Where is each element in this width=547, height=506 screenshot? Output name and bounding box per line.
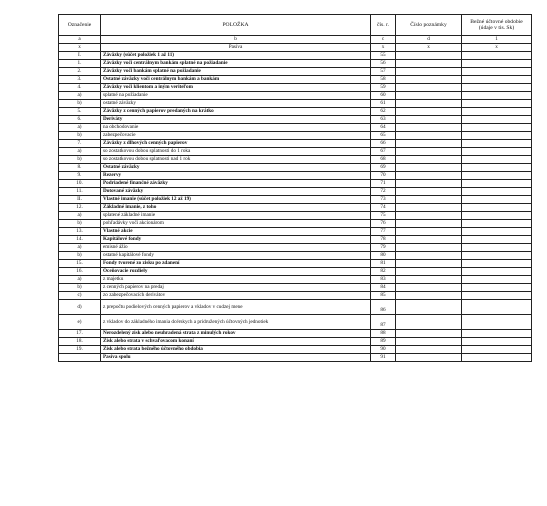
row-oznacenie: a) bbox=[59, 244, 101, 252]
row-cis-r: 66 bbox=[371, 140, 396, 148]
row-oznacenie: a) bbox=[59, 212, 101, 220]
row-cis-r: 67 bbox=[371, 148, 396, 156]
table-row bbox=[59, 180, 532, 188]
table-row bbox=[59, 196, 532, 204]
row-cis-r: 56 bbox=[371, 60, 396, 68]
table-row bbox=[59, 188, 532, 196]
row-cislo-poznamky bbox=[396, 292, 462, 300]
row-value bbox=[462, 354, 532, 362]
row-polozka: Základné imanie, z toho bbox=[101, 204, 371, 212]
letter-c: c bbox=[371, 36, 396, 44]
row-polozka: Záväzky z dlhových cenných papierov bbox=[101, 140, 371, 148]
row-polozka: Záväzky voči centrálnym bankám splatné na požiadanie bbox=[101, 60, 371, 68]
row-cis-r: 65 bbox=[371, 132, 396, 140]
row-value bbox=[462, 108, 532, 116]
row-value bbox=[462, 228, 532, 236]
row-value bbox=[462, 260, 532, 268]
row-cislo-poznamky bbox=[396, 220, 462, 228]
row-cis-r: 63 bbox=[371, 116, 396, 124]
row-cislo-poznamky bbox=[396, 276, 462, 284]
row-cislo-poznamky bbox=[396, 140, 462, 148]
row-polozka: z vkladov do základného imania dcérskych a pridružených účtovných jednotiek bbox=[101, 315, 371, 330]
row-value bbox=[462, 124, 532, 132]
table-row bbox=[59, 338, 532, 346]
row-oznacenie: a) bbox=[59, 148, 101, 156]
row-cis-r: 88 bbox=[371, 330, 396, 338]
row-oznacenie: b) bbox=[59, 220, 101, 228]
row-cis-r: 82 bbox=[371, 268, 396, 276]
row-oznacenie: 1. bbox=[59, 60, 101, 68]
table-row bbox=[59, 236, 532, 244]
row-cis-r: 78 bbox=[371, 236, 396, 244]
row-oznacenie: a) bbox=[59, 92, 101, 100]
table-row bbox=[59, 268, 532, 276]
row-polozka: na obchodovanie bbox=[101, 124, 371, 132]
letter-b: b bbox=[101, 36, 371, 44]
row-value bbox=[462, 236, 532, 244]
section-oznacenie: x bbox=[59, 44, 101, 52]
row-value bbox=[462, 204, 532, 212]
header-cislo-poznamky: Číslo poznámky bbox=[396, 15, 462, 36]
row-value bbox=[462, 52, 532, 60]
row-cis-r: 70 bbox=[371, 172, 396, 180]
table-row bbox=[59, 330, 532, 338]
table-row bbox=[59, 164, 532, 172]
row-oznacenie: 12. bbox=[59, 204, 101, 212]
row-cislo-poznamky bbox=[396, 68, 462, 76]
row-polozka: ostatné záväzky bbox=[101, 100, 371, 108]
row-polozka: splatené základné imanie bbox=[101, 212, 371, 220]
row-value bbox=[462, 68, 532, 76]
row-polozka: so zostatkovou dobou splatnosti nad 1 rok bbox=[101, 156, 371, 164]
row-oznacenie: 11. bbox=[59, 188, 101, 196]
row-cislo-poznamky bbox=[396, 60, 462, 68]
row-polozka: z prepočtu podielových cenných papierov a vkladov v cudzej mene bbox=[101, 300, 371, 315]
row-oznacenie: 15. bbox=[59, 260, 101, 268]
row-value bbox=[462, 220, 532, 228]
header-polozka: POLOŽKA bbox=[101, 15, 371, 36]
row-oznacenie: 18. bbox=[59, 338, 101, 346]
row-cislo-poznamky bbox=[396, 124, 462, 132]
row-cis-r: 64 bbox=[371, 124, 396, 132]
table-body bbox=[59, 52, 532, 362]
row-cis-r: 77 bbox=[371, 228, 396, 236]
row-oznacenie bbox=[59, 354, 101, 362]
row-oznacenie: I. bbox=[59, 52, 101, 60]
table-row bbox=[59, 244, 532, 252]
row-oznacenie: 10. bbox=[59, 180, 101, 188]
row-polozka: Pasíva spolu bbox=[101, 354, 371, 362]
table-row bbox=[59, 204, 532, 212]
section-title: Pasíva bbox=[101, 44, 371, 52]
letters-row bbox=[59, 36, 532, 44]
row-cislo-poznamky bbox=[396, 108, 462, 116]
row-polozka: Rezervy bbox=[101, 172, 371, 180]
row-cis-r: 80 bbox=[371, 252, 396, 260]
row-cis-r: 62 bbox=[371, 108, 396, 116]
table-row bbox=[59, 116, 532, 124]
table-row bbox=[59, 252, 532, 260]
row-polozka: Záväzky voči klientom a iným veriteľom bbox=[101, 84, 371, 92]
row-oznacenie: b) bbox=[59, 252, 101, 260]
row-cis-r: 90 bbox=[371, 346, 396, 354]
row-cislo-poznamky bbox=[396, 300, 462, 315]
row-polozka: Oceňovacie rozdiely bbox=[101, 268, 371, 276]
table-row bbox=[59, 228, 532, 236]
row-value bbox=[462, 180, 532, 188]
row-value bbox=[462, 300, 532, 315]
row-value bbox=[462, 76, 532, 84]
row-value bbox=[462, 156, 532, 164]
row-oznacenie: c) bbox=[59, 292, 101, 300]
table-row bbox=[59, 354, 532, 362]
row-polozka: Ostatné záväzky bbox=[101, 164, 371, 172]
row-cislo-poznamky bbox=[396, 204, 462, 212]
row-oznacenie: 19. bbox=[59, 346, 101, 354]
row-polozka: emisné ážio bbox=[101, 244, 371, 252]
row-oznacenie: II. bbox=[59, 196, 101, 204]
letter-1: 1 bbox=[462, 36, 532, 44]
row-cis-r: 72 bbox=[371, 188, 396, 196]
row-oznacenie: 2. bbox=[59, 68, 101, 76]
table-row bbox=[59, 260, 532, 268]
table-row bbox=[59, 276, 532, 284]
header-row bbox=[59, 15, 532, 36]
row-oznacenie: d) bbox=[59, 300, 101, 315]
row-cis-r: 83 bbox=[371, 276, 396, 284]
table-row bbox=[59, 140, 532, 148]
row-value bbox=[462, 268, 532, 276]
row-cislo-poznamky bbox=[396, 52, 462, 60]
row-cislo-poznamky bbox=[396, 268, 462, 276]
row-polozka: z cenných papierov na predaj bbox=[101, 284, 371, 292]
row-cislo-poznamky bbox=[396, 84, 462, 92]
row-oznacenie: 17. bbox=[59, 330, 101, 338]
section-cis: x bbox=[371, 44, 396, 52]
letter-a: a bbox=[59, 36, 101, 44]
row-oznacenie: b) bbox=[59, 284, 101, 292]
row-polozka: Fondy tvorené zo zisku po zdanení bbox=[101, 260, 371, 268]
row-value bbox=[462, 346, 532, 354]
row-cis-r: 68 bbox=[371, 156, 396, 164]
row-cis-r: 74 bbox=[371, 204, 396, 212]
row-cis-r: 71 bbox=[371, 180, 396, 188]
row-cis-r: 85 bbox=[371, 292, 396, 300]
row-oznacenie: b) bbox=[59, 156, 101, 164]
table-row bbox=[59, 172, 532, 180]
row-cis-r: 79 bbox=[371, 244, 396, 252]
row-oznacenie: 6. bbox=[59, 116, 101, 124]
row-cislo-poznamky bbox=[396, 180, 462, 188]
row-cis-r: 55 bbox=[371, 52, 396, 60]
row-oznacenie: 5. bbox=[59, 108, 101, 116]
row-polozka: splatné na požiadanie bbox=[101, 92, 371, 100]
table-row bbox=[59, 60, 532, 68]
row-oznacenie: 8. bbox=[59, 164, 101, 172]
row-cislo-poznamky bbox=[396, 172, 462, 180]
table-row bbox=[59, 346, 532, 354]
row-polozka: Zisk alebo strata v schvaľovacom konaní bbox=[101, 338, 371, 346]
balance-sheet-liabilities-table-wrapper bbox=[58, 14, 531, 362]
row-cis-r: 76 bbox=[371, 220, 396, 228]
row-value bbox=[462, 244, 532, 252]
row-cis-r: 58 bbox=[371, 76, 396, 84]
row-polozka: Deriváty bbox=[101, 116, 371, 124]
row-cis-r: 57 bbox=[371, 68, 396, 76]
row-polozka: zo zabezpečovacích derivátov bbox=[101, 292, 371, 300]
row-cis-r: 60 bbox=[371, 92, 396, 100]
section-poznamka: x bbox=[396, 44, 462, 52]
row-cis-r: 89 bbox=[371, 338, 396, 346]
table-row bbox=[59, 148, 532, 156]
row-cislo-poznamky bbox=[396, 315, 462, 330]
table-row bbox=[59, 284, 532, 292]
row-cislo-poznamky bbox=[396, 236, 462, 244]
letter-d: d bbox=[396, 36, 462, 44]
row-value bbox=[462, 84, 532, 92]
row-cislo-poznamky bbox=[396, 76, 462, 84]
header-cis-r: čís. r. bbox=[371, 15, 396, 36]
row-cislo-poznamky bbox=[396, 354, 462, 362]
row-value bbox=[462, 188, 532, 196]
row-polozka: Dotované záväzky bbox=[101, 188, 371, 196]
row-polozka: Kapitálové fondy bbox=[101, 236, 371, 244]
row-oznacenie: a) bbox=[59, 276, 101, 284]
row-oznacenie: 13. bbox=[59, 228, 101, 236]
table-row bbox=[59, 212, 532, 220]
row-value bbox=[462, 338, 532, 346]
row-value bbox=[462, 148, 532, 156]
row-value bbox=[462, 92, 532, 100]
row-value bbox=[462, 60, 532, 68]
row-cis-r: 91 bbox=[371, 354, 396, 362]
table-row bbox=[59, 92, 532, 100]
row-cislo-poznamky bbox=[396, 260, 462, 268]
row-cislo-poznamky bbox=[396, 164, 462, 172]
row-cis-r: 73 bbox=[371, 196, 396, 204]
table-row bbox=[59, 292, 532, 300]
row-polozka: Záväzky z cenných papierov predaných na krátko bbox=[101, 108, 371, 116]
row-cis-r: 69 bbox=[371, 164, 396, 172]
row-polozka: Nerozdelený zisk alebo neuhradená strata z minulých rokov bbox=[101, 330, 371, 338]
row-value bbox=[462, 172, 532, 180]
row-cis-r: 81 bbox=[371, 260, 396, 268]
header-oznacenie: Označenie bbox=[59, 15, 101, 36]
row-polozka: so zostatkovou dobou splatnosti do 1 roka bbox=[101, 148, 371, 156]
table-row bbox=[59, 300, 532, 315]
section-value: x bbox=[462, 44, 532, 52]
row-value bbox=[462, 100, 532, 108]
row-cislo-poznamky bbox=[396, 188, 462, 196]
row-polozka: ostatné kapitálové fondy bbox=[101, 252, 371, 260]
row-cislo-poznamky bbox=[396, 284, 462, 292]
row-oznacenie: 9. bbox=[59, 172, 101, 180]
row-cislo-poznamky bbox=[396, 330, 462, 338]
row-cislo-poznamky bbox=[396, 228, 462, 236]
row-value bbox=[462, 116, 532, 124]
table-row bbox=[59, 315, 532, 330]
row-oznacenie: 3. bbox=[59, 76, 101, 84]
table-row bbox=[59, 108, 532, 116]
section-row bbox=[59, 44, 532, 52]
row-cis-r: 61 bbox=[371, 100, 396, 108]
balance-sheet-liabilities-table bbox=[58, 14, 532, 362]
row-cislo-poznamky bbox=[396, 252, 462, 260]
row-oznacenie: 16. bbox=[59, 268, 101, 276]
table-row bbox=[59, 52, 532, 60]
row-polozka: Podriadené finančné záväzky bbox=[101, 180, 371, 188]
row-cislo-poznamky bbox=[396, 244, 462, 252]
row-oznacenie: a) bbox=[59, 124, 101, 132]
table-row bbox=[59, 76, 532, 84]
table-row bbox=[59, 220, 532, 228]
row-polozka: pohľadávky voči akcionárom bbox=[101, 220, 371, 228]
row-cislo-poznamky bbox=[396, 132, 462, 140]
row-cislo-poznamky bbox=[396, 196, 462, 204]
row-oznacenie: e) bbox=[59, 315, 101, 330]
row-value bbox=[462, 140, 532, 148]
row-cislo-poznamky bbox=[396, 116, 462, 124]
row-value bbox=[462, 292, 532, 300]
table-row bbox=[59, 84, 532, 92]
row-oznacenie: 14. bbox=[59, 236, 101, 244]
row-cis-r: 87 bbox=[371, 315, 396, 330]
row-oznacenie: 7. bbox=[59, 140, 101, 148]
row-polozka: Ostatné záväzky voči centrálnym bankám a bankám bbox=[101, 76, 371, 84]
row-value bbox=[462, 196, 532, 204]
header-bezne-obdobie: Bežné účtovné obdobie (údaje v tis. Sk) bbox=[462, 15, 532, 36]
row-polozka: Zisk alebo strata bežného účtovného obdobia bbox=[101, 346, 371, 354]
row-cislo-poznamky bbox=[396, 346, 462, 354]
row-value bbox=[462, 276, 532, 284]
row-oznacenie: b) bbox=[59, 132, 101, 140]
row-value bbox=[462, 315, 532, 330]
row-cislo-poznamky bbox=[396, 148, 462, 156]
row-value bbox=[462, 132, 532, 140]
row-cis-r: 75 bbox=[371, 212, 396, 220]
table-row bbox=[59, 68, 532, 76]
row-oznacenie: 4. bbox=[59, 84, 101, 92]
row-cislo-poznamky bbox=[396, 212, 462, 220]
row-cislo-poznamky bbox=[396, 100, 462, 108]
row-value bbox=[462, 252, 532, 260]
row-cis-r: 84 bbox=[371, 284, 396, 292]
table-row bbox=[59, 100, 532, 108]
row-polozka: z majetku bbox=[101, 276, 371, 284]
row-value bbox=[462, 284, 532, 292]
row-polozka: Vlastné akcie bbox=[101, 228, 371, 236]
row-cislo-poznamky bbox=[396, 156, 462, 164]
row-value bbox=[462, 212, 532, 220]
row-oznacenie: b) bbox=[59, 100, 101, 108]
row-cislo-poznamky bbox=[396, 92, 462, 100]
row-cislo-poznamky bbox=[396, 338, 462, 346]
row-polozka: Vlastné imanie (súčet položiek 12 až 19) bbox=[101, 196, 371, 204]
table-row bbox=[59, 124, 532, 132]
row-polozka: Záväzky (súčet položiek 1 až 11) bbox=[101, 52, 371, 60]
row-value bbox=[462, 164, 532, 172]
table-row bbox=[59, 132, 532, 140]
table-row bbox=[59, 156, 532, 164]
row-polozka: Záväzky voči bankám splatné na požiadanie bbox=[101, 68, 371, 76]
row-polozka: zabezpečovacie bbox=[101, 132, 371, 140]
row-cis-r: 59 bbox=[371, 84, 396, 92]
row-cis-r: 86 bbox=[371, 300, 396, 315]
row-value bbox=[462, 330, 532, 338]
